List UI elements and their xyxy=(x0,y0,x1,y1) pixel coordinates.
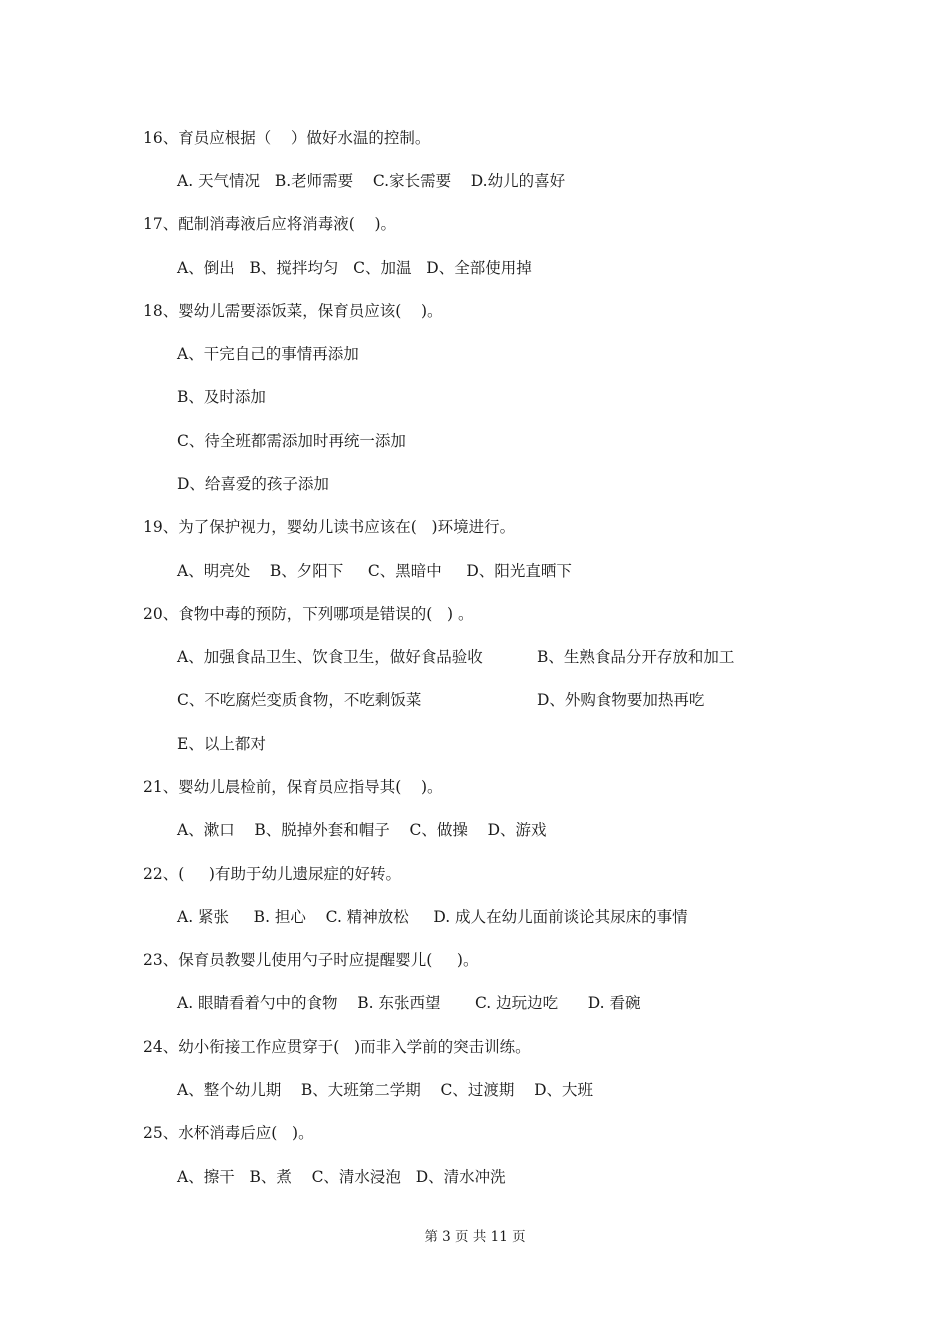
question-22: 22、( )有助于幼儿遗尿症的好转。 xyxy=(143,865,401,883)
question-18-option-b: B、及时添加 xyxy=(177,388,266,406)
question-18: 18、婴幼儿需要添饭菜，保育员应该( )。 xyxy=(143,302,443,320)
question-20-option-e: E、以上都对 xyxy=(177,735,266,753)
question-20-option-c: C、不吃腐烂变质食物，不吃剩饭菜 xyxy=(177,691,422,709)
question-21: 21、婴幼儿晨检前，保育员应指导其( )。 xyxy=(143,778,443,796)
question-25-options: A、擦干 B、煮 C、清水浸泡 D、清水冲洗 xyxy=(177,1168,506,1186)
question-17-options: A、倒出 B、搅拌均匀 C、加温 D、全部使用掉 xyxy=(177,259,532,277)
question-24-options: A、整个幼儿期 B、大班第二学期 C、过渡期 D、大班 xyxy=(177,1081,593,1099)
question-18-option-c: C、待全班都需添加时再统一添加 xyxy=(177,432,406,450)
question-19: 19、为了保护视力，婴幼儿读书应该在( )环境进行。 xyxy=(143,518,516,536)
question-21-options: A、漱口 B、脱掉外套和帽子 C、做操 D、游戏 xyxy=(177,821,547,839)
question-20-option-d: D、外购食物要加热再吃 xyxy=(537,691,705,709)
question-22-options: A. 紧张 B. 担心 C. 精神放松 D. 成人在幼儿面前谈论其尿床的事情 xyxy=(177,908,688,926)
question-23-options: A. 眼睛看着勺中的食物 B. 东张西望 C. 边玩边吃 D. 看碗 xyxy=(177,994,641,1012)
question-24: 24、幼小衔接工作应贯穿于( )而非入学前的突击训练。 xyxy=(143,1038,531,1056)
question-23: 23、保育员教婴儿使用勺子时应提醒婴儿( )。 xyxy=(143,951,479,969)
question-16: 16、育员应根据（ ）做好水温的控制。 xyxy=(143,129,431,147)
page-footer: 第 3 页 共 11 页 xyxy=(424,1229,526,1245)
question-17: 17、配制消毒液后应将消毒液( )。 xyxy=(143,215,397,233)
question-16-options: A. 天气情况 B.老师需要 C.家长需要 D.幼儿的喜好 xyxy=(177,172,566,190)
question-20: 20、食物中毒的预防，下列哪项是错误的( ) 。 xyxy=(143,605,474,623)
question-19-options: A、明亮处 B、夕阳下 C、黑暗中 D、阳光直晒下 xyxy=(177,562,572,580)
question-18-option-a: A、干完自己的事情再添加 xyxy=(177,345,359,363)
question-25: 25、水杯消毒后应( )。 xyxy=(143,1124,314,1142)
question-18-option-d: D、给喜爱的孩子添加 xyxy=(177,475,329,493)
question-20-option-a: A、加强食品卫生、饮食卫生，做好食品验收 xyxy=(177,648,483,666)
question-20-option-b: B、生熟食品分开存放和加工 xyxy=(537,648,735,666)
